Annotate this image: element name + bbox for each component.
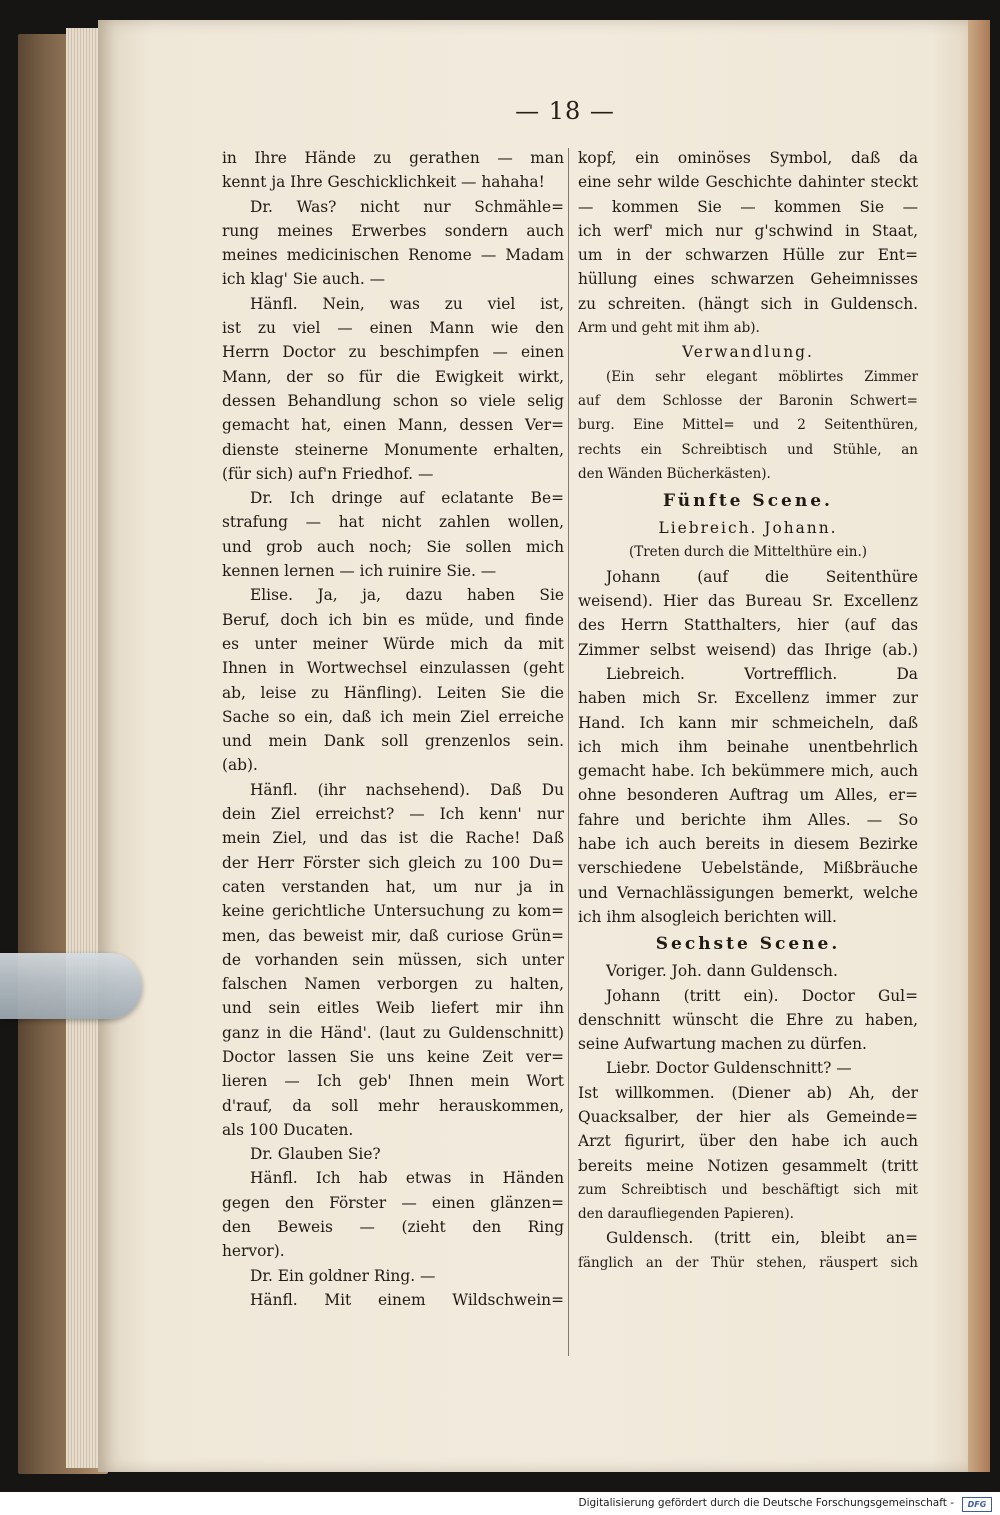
text-line: falschen Namen verborgen zu halten, <box>222 975 564 994</box>
text-line: in Ihre Hände zu gerathen — man <box>222 149 564 167</box>
footer-credit: Digitalisierung gefördert durch die Deutsche Forschungsgemeinschaft - <box>578 1497 954 1509</box>
text-line: Dr. Glauben Sie? <box>250 1145 381 1164</box>
text-line: auf dem Schlosse der Baronin Schwert= <box>578 392 918 409</box>
text-line: (ab). <box>222 756 258 775</box>
text-line: Hänfl. (ihr nachsehend). Daß Du <box>250 780 564 799</box>
text-line: seine Aufwartung machen zu dürfen. <box>578 1035 867 1054</box>
text-line: strafung — hat nicht zahlen wollen, <box>222 513 564 532</box>
text-line: rechts ein Schreibtisch und Stühle, an <box>578 441 918 458</box>
text-line: als 100 Ducaten. <box>222 1120 354 1139</box>
text-line: Verwandlung. <box>682 343 814 362</box>
text-line: bereits meine Notizen gesammelt (tritt <box>578 1156 918 1175</box>
text-line: des Herrn Statthalters, hier (auf das <box>578 616 918 635</box>
text-line: Zimmer selbst weisend) das Ihrige (ab.) <box>578 640 918 659</box>
text-line: Guldensch. (tritt ein, bleibt an= <box>606 1229 918 1248</box>
text-line: dein Ziel erreichst? — Ich kenn' nur <box>222 805 564 824</box>
text-line: ich klag' Sie auch. — <box>222 270 386 289</box>
column-divider <box>568 148 569 1356</box>
text-line: den Beweis — (zieht den Ring <box>222 1218 564 1237</box>
text-line: habe ich auch bereits in diesem Bezirke <box>578 835 918 854</box>
text-line: Herrn Doctor zu beschimpfen — einen <box>222 343 564 362</box>
text-line: Ist willkommen. (Diener ab) Ah, der <box>578 1083 918 1102</box>
text-line: ich mich ihm beinahe unentbehrlich <box>578 737 918 756</box>
dfg-logo-icon: DFG <box>962 1497 992 1512</box>
text-line: kennen lernen — ich ruinire Sie. — <box>222 562 497 581</box>
text-line: und Vernachlässigungen bemerkt, welche <box>578 883 918 902</box>
text-line: verschiedene Uebelstände, Mißbräuche <box>578 859 918 878</box>
text-line: den daraufliegenden Papieren). <box>578 1206 794 1223</box>
text-line: Hänfl. Nein, was zu viel ist, <box>250 294 564 313</box>
text-line: Johann (auf die Seitenthüre <box>606 567 918 586</box>
right-text-column <box>578 146 918 1275</box>
text-line: denschnitt wünscht die Ehre zu haben, <box>578 1010 918 1029</box>
text-line: kopf, ein ominöses Symbol, daß da <box>578 149 918 167</box>
text-line: und grob auch noch; Sie sollen mich <box>222 537 564 556</box>
text-line: Hänfl. Mit einem Wildschwein= <box>250 1290 564 1309</box>
text-line: gemacht hat, einen Mann, dessen Ver= <box>222 416 564 435</box>
text-line: fänglich an der Thür stehen, räuspert sich <box>578 1254 918 1271</box>
text-line: burg. Eine Mittel= und 2 Seitenthüren, <box>578 417 918 434</box>
text-line: Liebreich. Johann. <box>658 519 838 538</box>
text-line: gegen den Förster — einen glänzen= <box>222 1193 564 1212</box>
scanner-thumb-clip <box>0 953 142 1019</box>
text-line: Dr. Was? nicht nur Schmähle= <box>250 197 564 216</box>
text-line: Dr. Ich dringe auf eclatante Be= <box>250 489 564 508</box>
text-line: meines medicinischen Renome — Madam <box>222 246 564 265</box>
text-line: ist zu viel — einen Mann wie den <box>222 319 564 338</box>
text-line: Liebr. Doctor Guldenschnitt? — <box>606 1059 852 1078</box>
text-line: um in der schwarzen Hülle zur Ent= <box>578 246 918 265</box>
text-line: eine sehr wilde Geschichte dahinter steckt <box>578 173 918 192</box>
text-line: zu schreiten. (hängt sich in Guldensch. <box>578 294 918 313</box>
text-line: fahre und berichte ihm Alles. — So <box>578 810 918 829</box>
text-line: hüllung eines schwarzen Geheimnisses <box>578 270 918 289</box>
text-line: den Wänden Bücherkästen). <box>578 465 771 482</box>
text-line: (Ein sehr elegant möblirtes Zimmer <box>606 368 918 385</box>
text-line: Mann, der so für die Ewigkeit wirkt, <box>222 367 564 386</box>
text-line: ich werf' mich nur g'schwind in Staat, <box>578 221 918 240</box>
text-line: Elise. Ja, ja, dazu haben Sie <box>250 586 564 605</box>
text-line: men, das beweist mir, daß curiose Grün= <box>222 926 564 945</box>
text-line: Liebreich. Vortrefflich. Da <box>606 664 918 683</box>
text-line: d'rauf, da soll mehr herauskommen, <box>222 1096 564 1115</box>
text-line: ab, leise zu Hänfling). Leiten Sie die <box>222 683 564 702</box>
text-line: Sache so ein, daß ich mein Ziel erreiche <box>222 707 564 726</box>
text-line: Hänfl. Ich hab etwas in Händen <box>250 1169 564 1188</box>
text-line: (für sich) auf'n Friedhof. — <box>222 464 434 483</box>
text-line: und mein Dank soll grenzenlos sein. <box>222 732 564 751</box>
text-line: kennt ja Ihre Geschicklichkeit — hahaha! <box>222 173 545 192</box>
page-right-edge <box>968 20 990 1472</box>
text-line: dessen Behandlung schon so viele selig <box>222 391 564 410</box>
text-line: es unter meiner Würde mich da mit <box>222 634 564 653</box>
text-line: der Herr Förster sich gleich zu 100 Du= <box>222 853 564 872</box>
text-line: und sein eitles Weib liefert mir ihn <box>222 999 564 1018</box>
text-line: Arm und geht mit ihm ab). <box>578 320 760 337</box>
text-line: (Treten durch die Mittelthüre ein.) <box>628 544 868 561</box>
text-line: zum Schreibtisch und beschäftigt sich mit <box>578 1181 918 1198</box>
text-line: lieren — Ich geb' Ihnen mein Wort <box>222 1072 564 1091</box>
text-line: Fünfte Scene. <box>663 491 833 512</box>
text-line: ganz in die Händ'. (laut zu Guldenschnitt) <box>222 1023 564 1042</box>
page-number: — 18 — <box>515 97 615 125</box>
text-line: ohne besonderen Auftrag um Alles, er= <box>578 786 918 805</box>
text-line: Doctor lassen Sie uns keine Zeit ver= <box>222 1047 564 1066</box>
text-line: dienste steinerne Monumente erhalten, <box>222 440 564 459</box>
text-line: haben mich Sr. Excellenz immer zur <box>578 689 918 708</box>
text-line: ich ihm alsogleich berichten will. <box>578 907 837 926</box>
text-line: Dr. Ein goldner Ring. — <box>250 1266 436 1285</box>
text-line: Johann (tritt ein). Doctor Gul= <box>606 986 918 1005</box>
text-line: gemacht habe. Ich bekümmere mich, auch <box>578 762 918 781</box>
text-line: caten verstanden hat, um nur ja in <box>222 877 564 896</box>
text-line: Sechste Scene. <box>655 934 841 955</box>
text-line: Hand. Ich kann mir schmeicheln, daß <box>578 713 918 732</box>
text-line: Arzt figurirt, über den habe ich auch <box>578 1132 918 1151</box>
text-line: Beruf, doch ich bin es müde, und finde <box>222 610 564 629</box>
text-line: Quacksalber, der hier als Gemeinde= <box>578 1107 918 1126</box>
text-line: Ihnen in Wortwechsel einzulassen (geht <box>222 659 564 678</box>
text-line: mein Ziel, und das ist die Rache! Daß <box>222 829 564 848</box>
left-text-column <box>222 146 564 1312</box>
text-line: weisend). Hier das Bureau Sr. Excellenz <box>578 592 918 611</box>
text-line: hervor). <box>222 1242 285 1261</box>
text-line: — kommen Sie — kommen Sie — <box>578 197 918 216</box>
text-line: Voriger. Joh. dann Guldensch. <box>606 962 838 981</box>
text-line: de vorhanden sein müssen, sich unter <box>222 950 564 969</box>
text-line: keine gerichtliche Untersuchung zu kom= <box>222 902 564 921</box>
text-line: rung meines Erwerbes sondern auch <box>222 221 564 240</box>
